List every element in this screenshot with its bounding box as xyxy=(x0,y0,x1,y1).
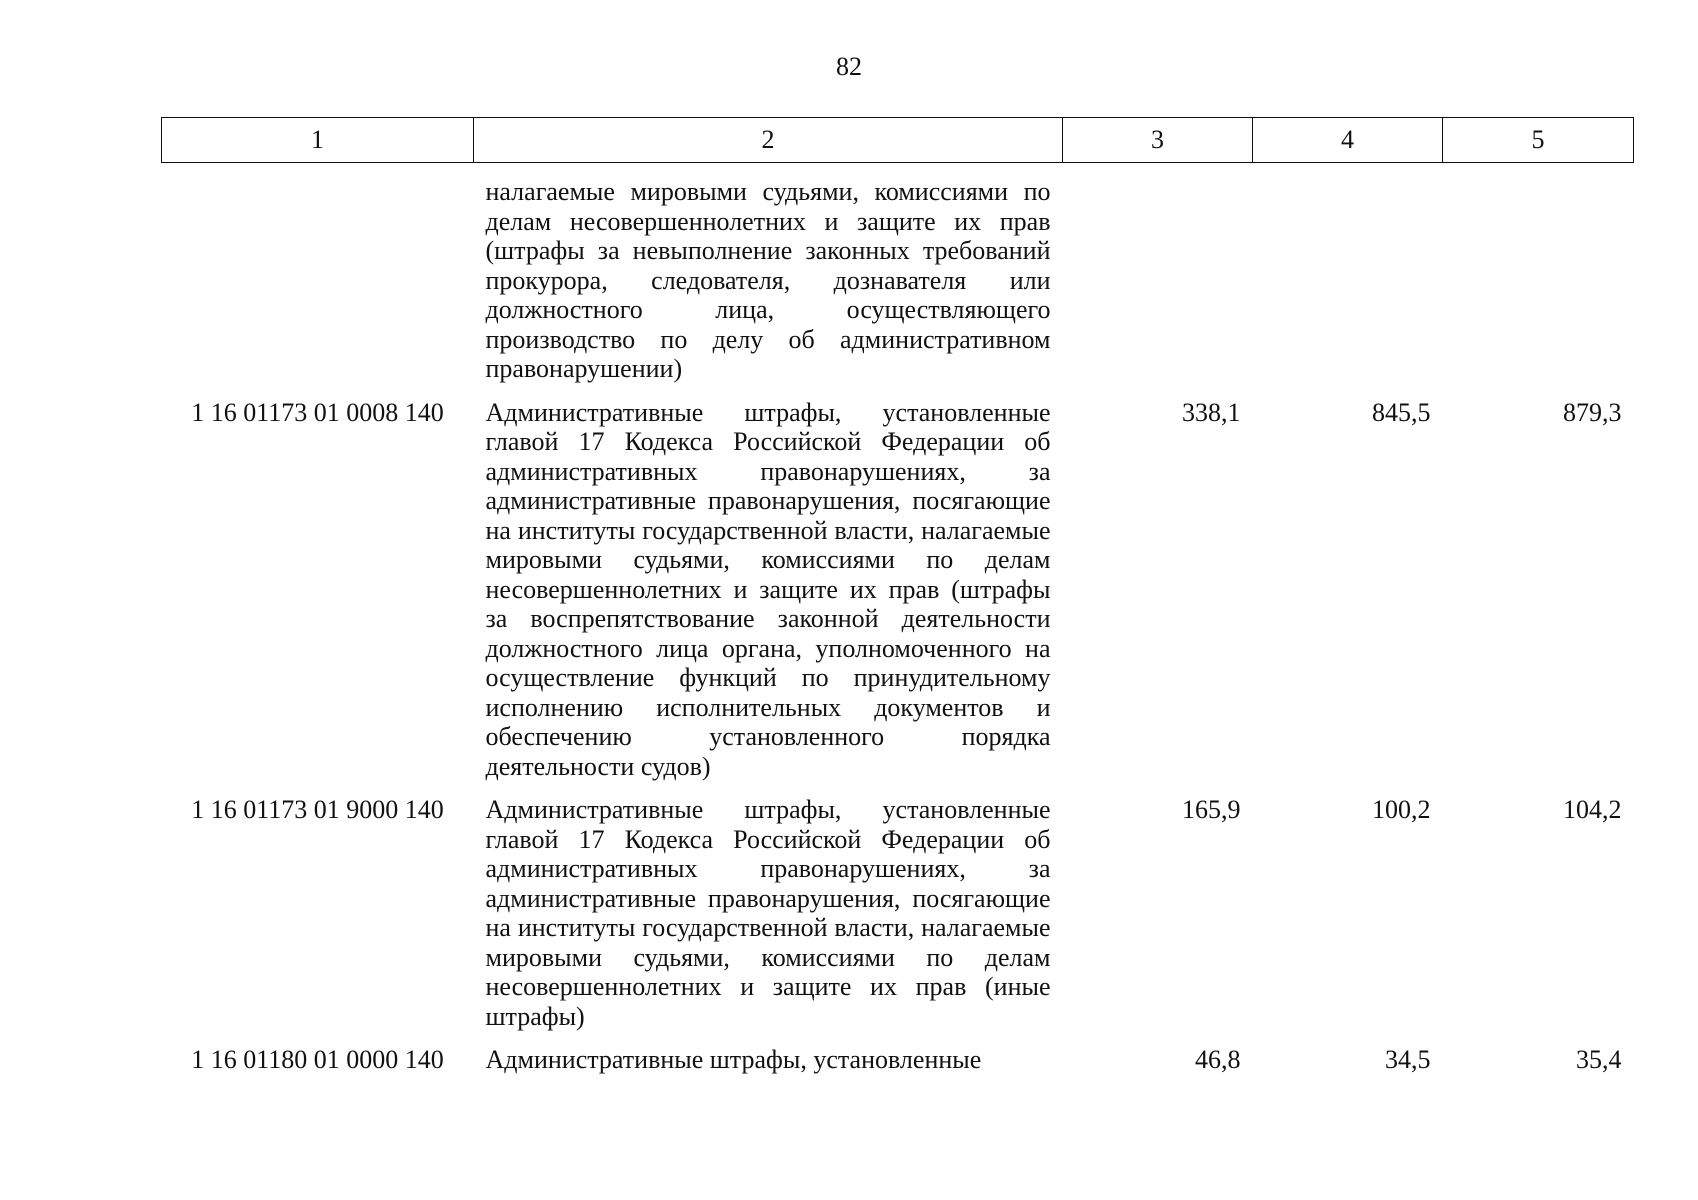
continuation-col4 xyxy=(1253,163,1443,384)
table-body xyxy=(162,163,1634,1075)
table-row xyxy=(162,781,1634,1031)
row-value-col5: 104,2 xyxy=(1563,795,1622,824)
header-row xyxy=(162,118,1634,163)
row-value-col4: 34,5 xyxy=(1385,1045,1431,1074)
table-row xyxy=(162,1031,1634,1075)
table-row xyxy=(162,384,1634,782)
table-header xyxy=(162,118,1634,163)
row-value-col5: 879,3 xyxy=(1563,397,1622,427)
row-value-col4: 845,5 xyxy=(1372,397,1431,427)
row-value-col4: 100,2 xyxy=(1372,795,1431,824)
row-description: Административные штрафы, установленные xyxy=(485,1045,982,1074)
header-col-1: 1 xyxy=(162,118,474,163)
header-col-4: 4 xyxy=(1253,118,1443,163)
row-value-col3: 338,1 xyxy=(1182,397,1241,427)
row-code: 1 16 01173 01 9000 140 xyxy=(191,795,444,824)
row-code: 1 16 01180 01 0000 140 xyxy=(191,1045,444,1074)
header-col-5: 5 xyxy=(1443,118,1634,163)
header-col-3: 3 xyxy=(1063,118,1253,163)
continuation-code-cell xyxy=(162,163,474,384)
row-description: Административные штрафы, установленные главой 17 Кодекса Российской Федерации об административных правонарушениях, за административные правонарушения, посягающие на институты государственной власти, налагаемые мировыми судьями, комиссиями по делам несовершеннолетних и защите их прав (штрафы за воспрепятствование законной деятельности должностного лица органа, уполномоченного на осуществление функций по принудительному исполнению исполнительных документов и обеспечению установленного порядка деятельности судов) xyxy=(485,397,1051,781)
row-code: 1 16 01173 01 0008 140 xyxy=(191,397,444,427)
page-number: 82 xyxy=(836,52,862,81)
continuation-col5 xyxy=(1443,163,1634,384)
continuation-description: налагаемые мировыми судьями, комиссиями по делам несовершеннолетних и защите их прав (штрафы за невыполнение законных требований прокурора, следователя, дознавателя или должностного лица, осуществляющего производство по делу об административном правонарушении) xyxy=(485,177,1051,383)
continuation-col3 xyxy=(1063,163,1253,384)
continuation-row xyxy=(162,163,1634,384)
row-value-col5: 35,4 xyxy=(1576,1045,1622,1074)
budget-table xyxy=(161,117,1634,1075)
row-description: Административные штрафы, установленные главой 17 Кодекса Российской Федерации об административных правонарушениях, за административные правонарушения, посягающие на институты государственной власти, налагаемые мировыми судьями, комиссиями по делам несовершеннолетних и защите их прав (иные штрафы) xyxy=(485,795,1051,1031)
header-col-2: 2 xyxy=(474,118,1063,163)
row-value-col3: 165,9 xyxy=(1182,795,1241,824)
row-value-col3: 46,8 xyxy=(1195,1045,1241,1074)
